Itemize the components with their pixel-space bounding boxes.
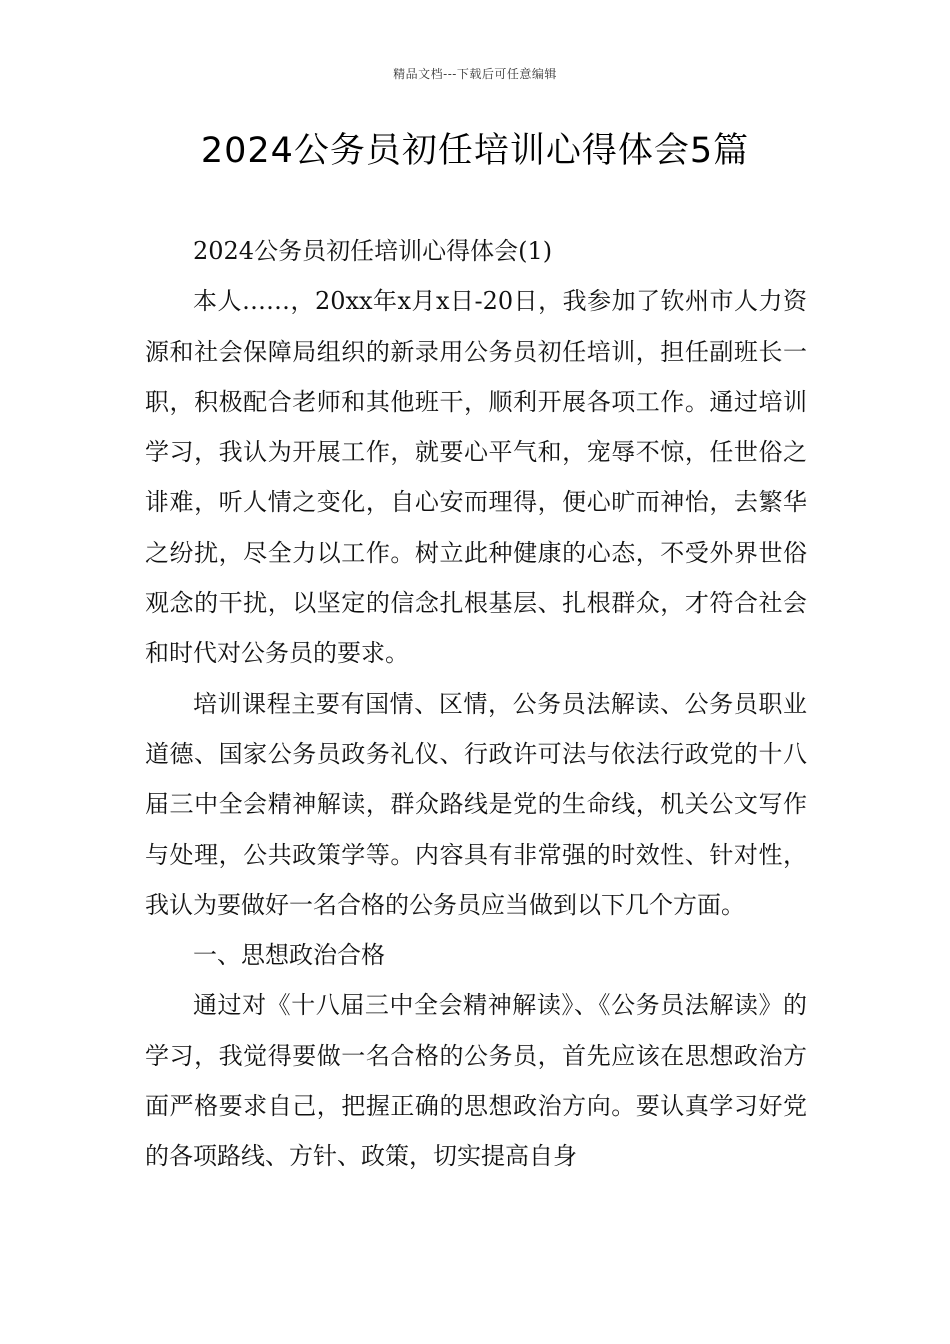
body-paragraph: 通过对《十八届三中全会精神解读》、《公务员法解读》的学习，我觉得要做一名合格的公务员，首先应该在思想政治方面严格要求自己，把握正确的思想政治方向。要认真学习好党的各项路线、方针、政策，切实提高自身: [145, 991, 807, 1171]
body-paragraph: 培训课程主要有国情、区情，公务员法解读、公务员职业道德、国家公务员政务礼仪、行政许可法与依法行政党的十八届三中全会精神解读，群众路线是党的生命线，机关公文写作与处理，公共政策学等。内容具有非常强的时效性、针对性，我认为要做好一名合格的公务员应当做到以下几个方面。: [145, 689, 807, 919]
document-title: 2024公务员初任培训心得体会5篇: [200, 131, 750, 171]
document-body: [145, 226, 807, 1182]
section-heading: 一、思想政治合格: [193, 941, 385, 970]
section-heading: 2024公务员初任培训心得体会(1): [193, 237, 553, 265]
page-header: 精品文档---下载后可任意编辑: [393, 67, 557, 81]
body-paragraph: 本人……，20xx年x月x日-20日，我参加了钦州市人力资源和社会保障局组织的新录用公务员初任培训，担任副班长一职，积极配合老师和其他班干，顺利开展各项工作。通过培训学习，我认为开展工作，就要心平气和，宠辱不惊，任世俗之诽难，听人情之变化，自心安而理得，便心旷而神怡，去繁华之纷扰，尽全力以工作。树立此种健康的心态，不受外界世俗观念的干扰，以坚定的信念扎根基层、扎根群众，才符合社会和时代对公务员的要求。: [145, 287, 807, 668]
